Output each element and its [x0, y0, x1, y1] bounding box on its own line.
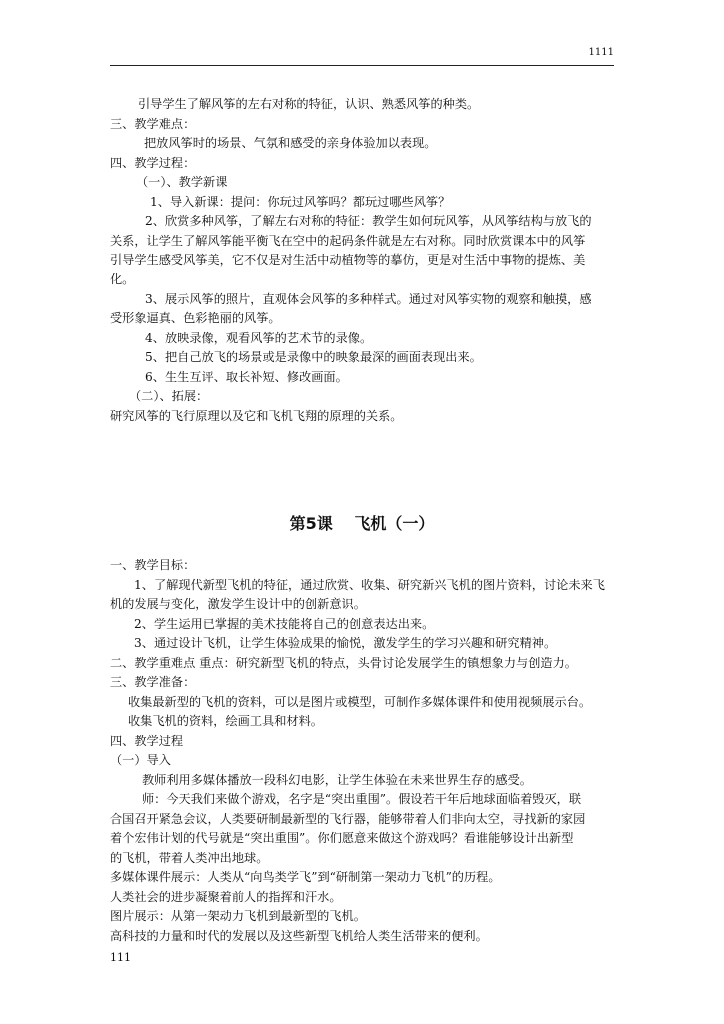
text-line: 把放风筝时的场景、气氛和感受的亲身体验加以表现。	[144, 136, 437, 150]
text-line: 着个宏伟计划的代号就是“突出重围”。你们愿意来做这个游戏吗？看谁能够设计出新型	[110, 831, 574, 845]
text-line: 收集最新型的飞机的资料，可以是图片或模型，可制作多媒体课件和使用视频展示台。	[128, 695, 592, 709]
subsection-heading: （一）、教学新课	[136, 175, 228, 189]
subsection-heading: （二）、拓展：	[129, 389, 209, 403]
text-line: 多媒体课件展示：人类从“向鸟类学飞”到“研制第一架动力飞机”的历程。	[110, 870, 501, 884]
text-line: 3、展示风筝的照片，直观体会风筝的多种样式。通过对风筝实物的观察和触摸，感	[145, 292, 592, 306]
text-line: 4、放映录像，观看风筝的艺术节的录像。	[145, 331, 373, 345]
subsection-heading: （一）导入	[110, 753, 171, 767]
section-heading: 二、教学重难点 重点：研究新型飞机的特点，头骨讨论发展学生的镇想象力与创造力。	[110, 656, 577, 670]
text-line: 1、导入新课：提问：你玩过风筝吗？都玩过哪些风筝？	[150, 195, 451, 209]
text-line: 教师利用多媒体播放一段科幻电影，让学生体验在未来世界生存的感受。	[142, 773, 532, 787]
text-line: 高科技的力量和时代的发展以及这些新型飞机给人类生活带来的便利。	[110, 929, 488, 943]
section-heading: 三、教学准备：	[110, 675, 196, 689]
section-heading: 四、教学过程：	[110, 156, 196, 170]
text-line: 合国召开紧急会议，人类要研制最新型的飞行器，能够带着人们非向太空，寻找新的家园	[110, 812, 586, 826]
text-line: 师：今天我们来做个游戏，名字是“突出重围”。假设若干年后地球面临着毁灭，联	[142, 792, 582, 806]
text-line: 机的发展与变化，激发学生设计中的创新意识。	[110, 597, 366, 611]
text-line: 研究风筝的飞行原理以及它和飞机飞翔的原理的关系。	[110, 409, 403, 423]
lesson-title: 第5课 飞机（一）	[289, 514, 435, 533]
text-line: 1、了解现代新型飞机的特征，通过欣赏、收集、研究新兴飞机的图片资料，讨论未来飞	[134, 578, 605, 592]
section-heading: 一、教学目标：	[110, 558, 196, 572]
text-line: 受形象逼真、色彩艳丽的风筝。	[110, 311, 281, 325]
text-line: 引导学生感受风筝美，它不仅是对生活中动植物等的摹仿，更是对生活中事物的提炼、美	[110, 253, 586, 267]
section-heading: 三、教学难点：	[110, 117, 196, 131]
text-line: 的飞机，带着人类冲出地球。	[110, 851, 269, 865]
text-line: 图片展示：从第一架动力飞机到最新型的飞机。	[110, 909, 366, 923]
section-heading: 四、教学过程	[110, 734, 184, 748]
text-line: 3、通过设计飞机，让学生体验成果的愉悦，激发学生的学习兴趣和研究精神。	[134, 636, 557, 650]
text-line: 人类社会的进步凝聚着前人的指挥和汗水。	[110, 890, 342, 904]
text-line: 关系，让学生了解风筝能平衡飞在空中的起码条件就是左右对称。同时欣赏课本中的风筝	[110, 234, 586, 248]
text-line: 5、把自己放飞的场景或是录像中的映象最深的画面表现出来。	[145, 350, 482, 364]
header-page-number: 1111	[588, 47, 614, 58]
text-line: 2、欣赏多种风筝，了解左右对称的特征：教学生如何玩风筝，从风筝结构与放飞的	[145, 214, 592, 228]
text-line: 引导学生了解风筝的左右对称的特征，认识、熟悉风筝的种类。	[138, 97, 480, 111]
header-rule	[110, 65, 614, 66]
footer-page-number: 111	[110, 951, 131, 964]
text-line: 化。	[110, 272, 135, 286]
text-line: 6、生生互评、取长补短、修改画面。	[145, 370, 348, 384]
text-line: 收集飞机的资料，绘画工具和材料。	[128, 714, 323, 728]
text-line: 2、学生运用已掌握的美术技能将自己的创意表达出来。	[134, 617, 435, 631]
